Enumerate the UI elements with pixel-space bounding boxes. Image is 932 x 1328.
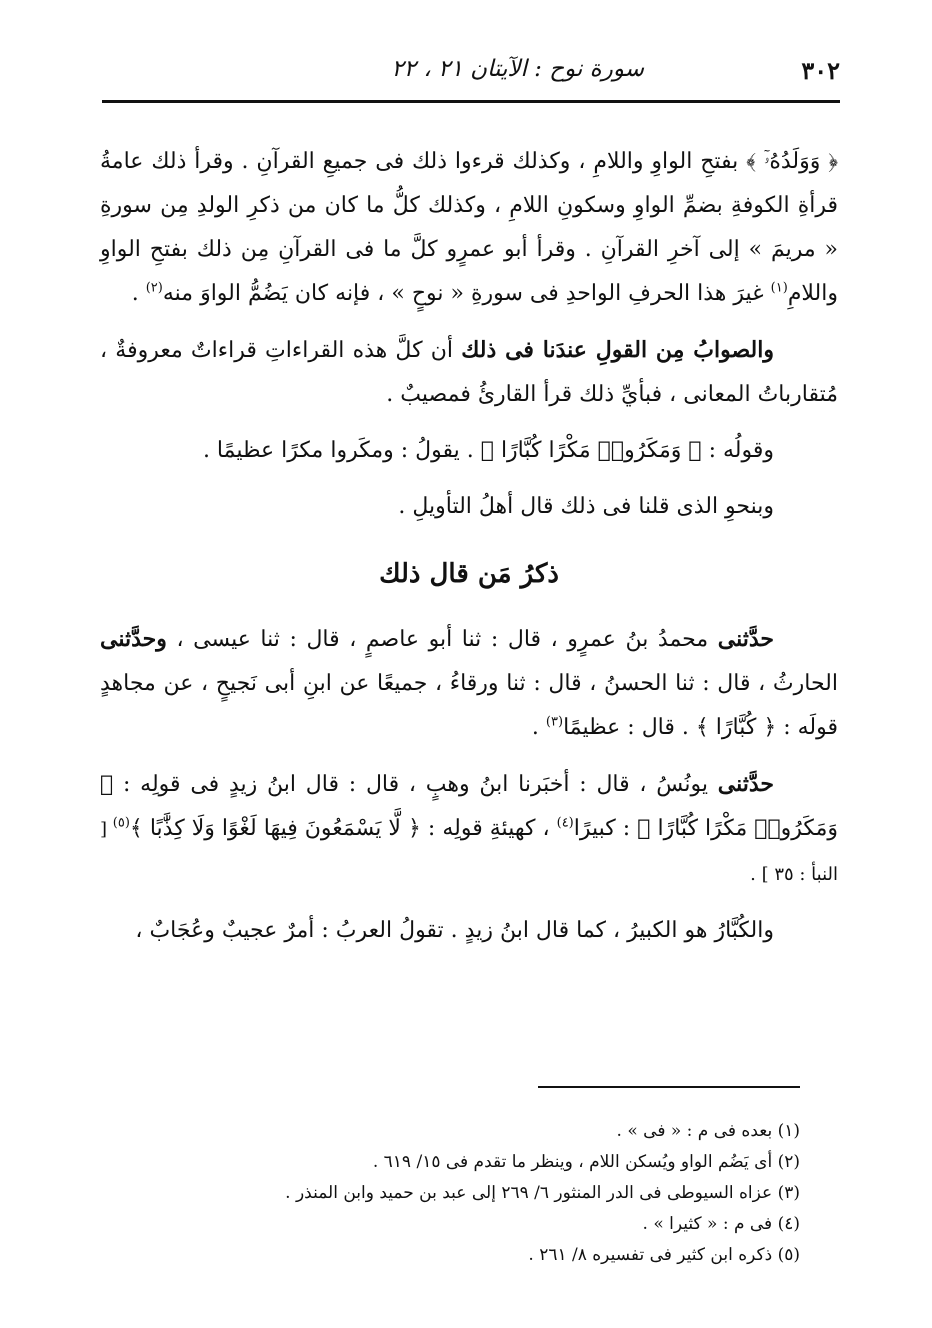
footnote-marker: (٣) [545, 714, 564, 730]
paragraph-narration-2 [100, 762, 838, 897]
bold-lead: وحدَّثنى [100, 626, 167, 652]
paragraph-kubbar [100, 909, 838, 953]
paragraph-narration-1 [100, 617, 838, 750]
footnote-marker: (٤) [556, 815, 574, 831]
text-line: . [131, 281, 146, 306]
main-text [100, 140, 838, 965]
footnote: (٥) ذكره ابن كثير فى تفسيره ٨/ ٢٦١ . [528, 1245, 800, 1265]
section-heading: ذكرُ مَن قال ذلك [379, 559, 559, 589]
page-number: ٣٠٢ [801, 56, 840, 85]
text-run: الحارثُ ، قال : ثنا الحسنُ ، قال : ثنا ورقاءُ ، جميعًا عن ابنِ أبى نَجيحٍ ، عن مجاهدٍ قولَه : [100, 671, 838, 740]
text-run: . قال : عظيمًا [563, 715, 696, 740]
quran-quote: ﴿ وَمَكَرُوا۟ مَكْرًا كُبَّارًا ﴾ [480, 438, 702, 463]
text-run: يونُسُ ، قال : أخبَرنا ابنُ وهبٍ ، قال : قال ابنُ زيدٍ فى قولِه : [113, 772, 718, 797]
quran-quote: ﴿ لَّا يَسْمَعُونَ فِيهَا لَغْوًا وَلَا كِذَّٰبًا ﴾ [129, 816, 421, 841]
footnote-marker: (٥) [112, 815, 130, 831]
text-run: والكُبَّارُ هو الكبيرُ ، كما قال ابنُ زيدٍ . تقولُ العربُ : أمرٌ عجيبٌ وعُجَابٌ ، [135, 918, 774, 943]
paragraph-correct-view [100, 328, 838, 417]
text-line: سورةِ « مريمَ » إلى آخرِ القرآنِ . وقرأ أبو عمرٍو كلَّ ما فى القرآنِ مِن ذلك بفتحِ الواوِ [100, 193, 838, 262]
footnote: (٢) أى يَضُم الواو ويُسكن اللام ، وينظر ما تقدم فى ١٥/ ٦١٩ . [372, 1152, 800, 1172]
footnote: (٤) فى م : « كثيرا » . [642, 1214, 800, 1234]
text-run: محمدُ بنُ عمرٍو ، قال : ثنا أبو عاصمٍ ، قال : ثنا عيسى ، [166, 627, 718, 652]
text-run: وبنحوِ الذى قلنا فى ذلك قال أهلُ التأويلِ . [398, 494, 774, 519]
text-run: أن كلَّ هذه القراءاتِ قراءاتٌ معروفةٌ ، مُتقارباتُ المعانى ، فبأيِّ ذلك قرأ القارئُ فمصيبٌ . [100, 338, 838, 407]
surah-reference: [ النبأ : ٣٥ ] . [100, 819, 838, 885]
running-title: سورة نوح : الآيتان ٢١ ، ٢٢ [391, 56, 644, 82]
footnote: (١) بعده فى م : « فى » . [616, 1121, 800, 1141]
bold-lead: حدَّثنى [717, 626, 774, 652]
paragraph-readings [100, 140, 838, 316]
text-line: غيرَ هذا الحرفِ الواحدِ فى سورةِ « نوحٍ » ، فإنه كان يَضُمُّ الواوَ منه [162, 281, 771, 306]
text-line: واللامِ [787, 281, 838, 306]
paragraph-interpreters [100, 485, 838, 529]
footnote-marker: (١) [770, 280, 788, 296]
paragraph-verse-meaning [100, 429, 838, 473]
quran-quote: ﴿ كُبَّارًا ﴾ [695, 715, 777, 740]
bold-lead: والصوابُ مِن القولِ عندَنا فى ذلك [461, 337, 774, 363]
text-run: ، كهيئةِ قولِه : [420, 816, 557, 841]
footnote: (٣) عزاه السيوطى فى الدر المنثور ٦/ ٢٦٩ إلى عبد بن حميد وابن المنذر . [285, 1183, 800, 1203]
footnote-rule [538, 1086, 800, 1088]
bold-lead: حدَّثنى [717, 771, 774, 797]
quran-quote: ﴿ وَمَكَرُوا۟ مَكْرًا كُبَّارًا ﴾ [100, 772, 838, 841]
text-line: ﴿ وَوَلَدُهُۥٓ ﴾ بفتحِ الواوِ واللامِ ، وكذلك قرءوا ذلك فى جميعِ القرآنِ . وقرأ ذلك [151, 149, 838, 174]
text-run: : كبيرًا [573, 816, 638, 841]
footnotes [100, 1116, 800, 1271]
text-run: . [531, 715, 546, 740]
header-rule [102, 100, 840, 103]
text-run: . يقولُ : ومكَروا مكرًا عظيمًا . [202, 438, 481, 463]
footnote-marker: (٢) [145, 280, 163, 296]
page-header [102, 52, 840, 98]
text-line: عامةُ قرأةِ الكوفةِ بضمِّ الواوِ وسكونِ اللامِ ، وكذلك كلُّ ما كان من ذكرِ الولدِ مِن [100, 149, 838, 218]
text-run: وقولُه : [701, 438, 774, 463]
